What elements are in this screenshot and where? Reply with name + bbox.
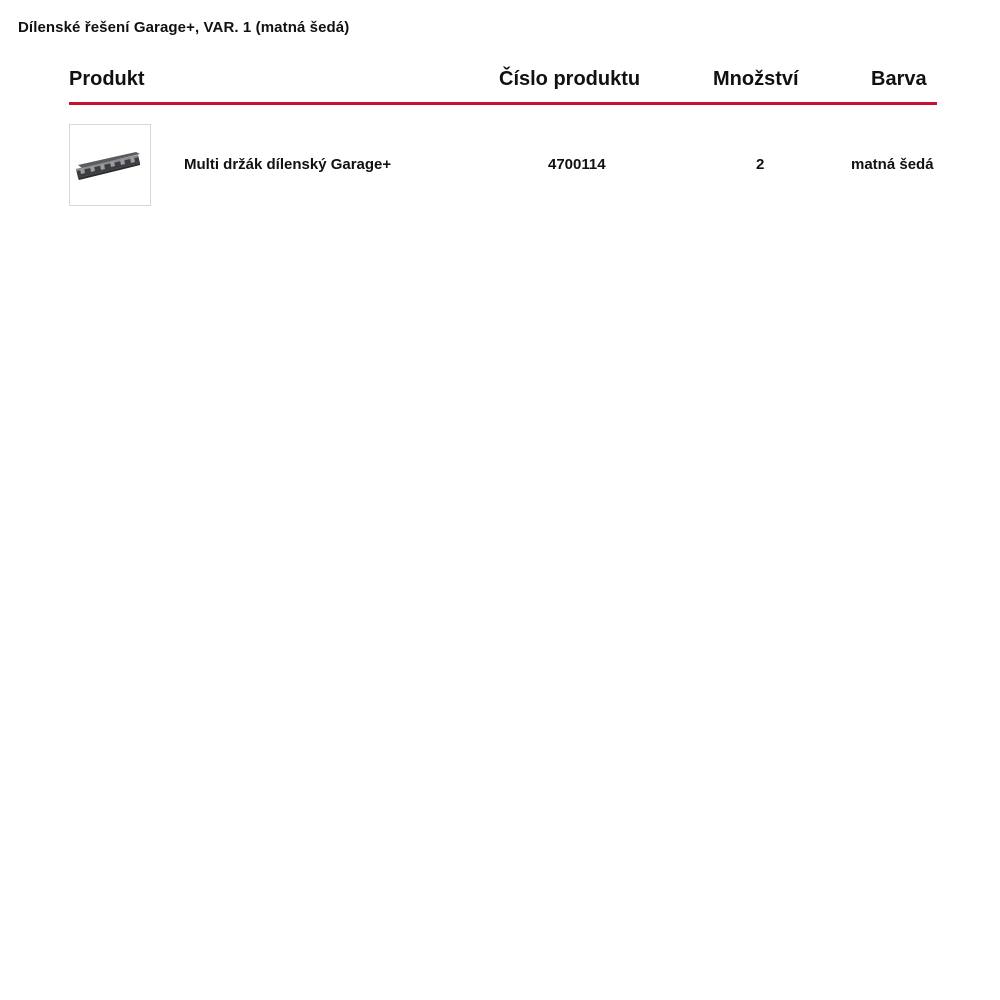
multi-holder-bracket-icon [70,125,150,205]
page-title: Dílenské řešení Garage+, VAR. 1 (matná šedá) [18,19,350,36]
column-header-product-number: Číslo produktu [499,68,641,90]
column-header-product: Produkt [69,68,145,90]
header-divider [69,102,937,105]
product-quantity: 2 [756,156,765,173]
product-color: matná šedá [851,156,934,173]
product-image[interactable] [69,124,151,206]
column-header-color: Barva [871,68,927,90]
table-row [69,124,969,206]
table-header [69,64,937,102]
product-number: 4700114 [548,156,606,173]
product-name[interactable]: Multi držák dílenský Garage+ [184,156,392,173]
column-header-quantity: Množství [713,68,799,90]
